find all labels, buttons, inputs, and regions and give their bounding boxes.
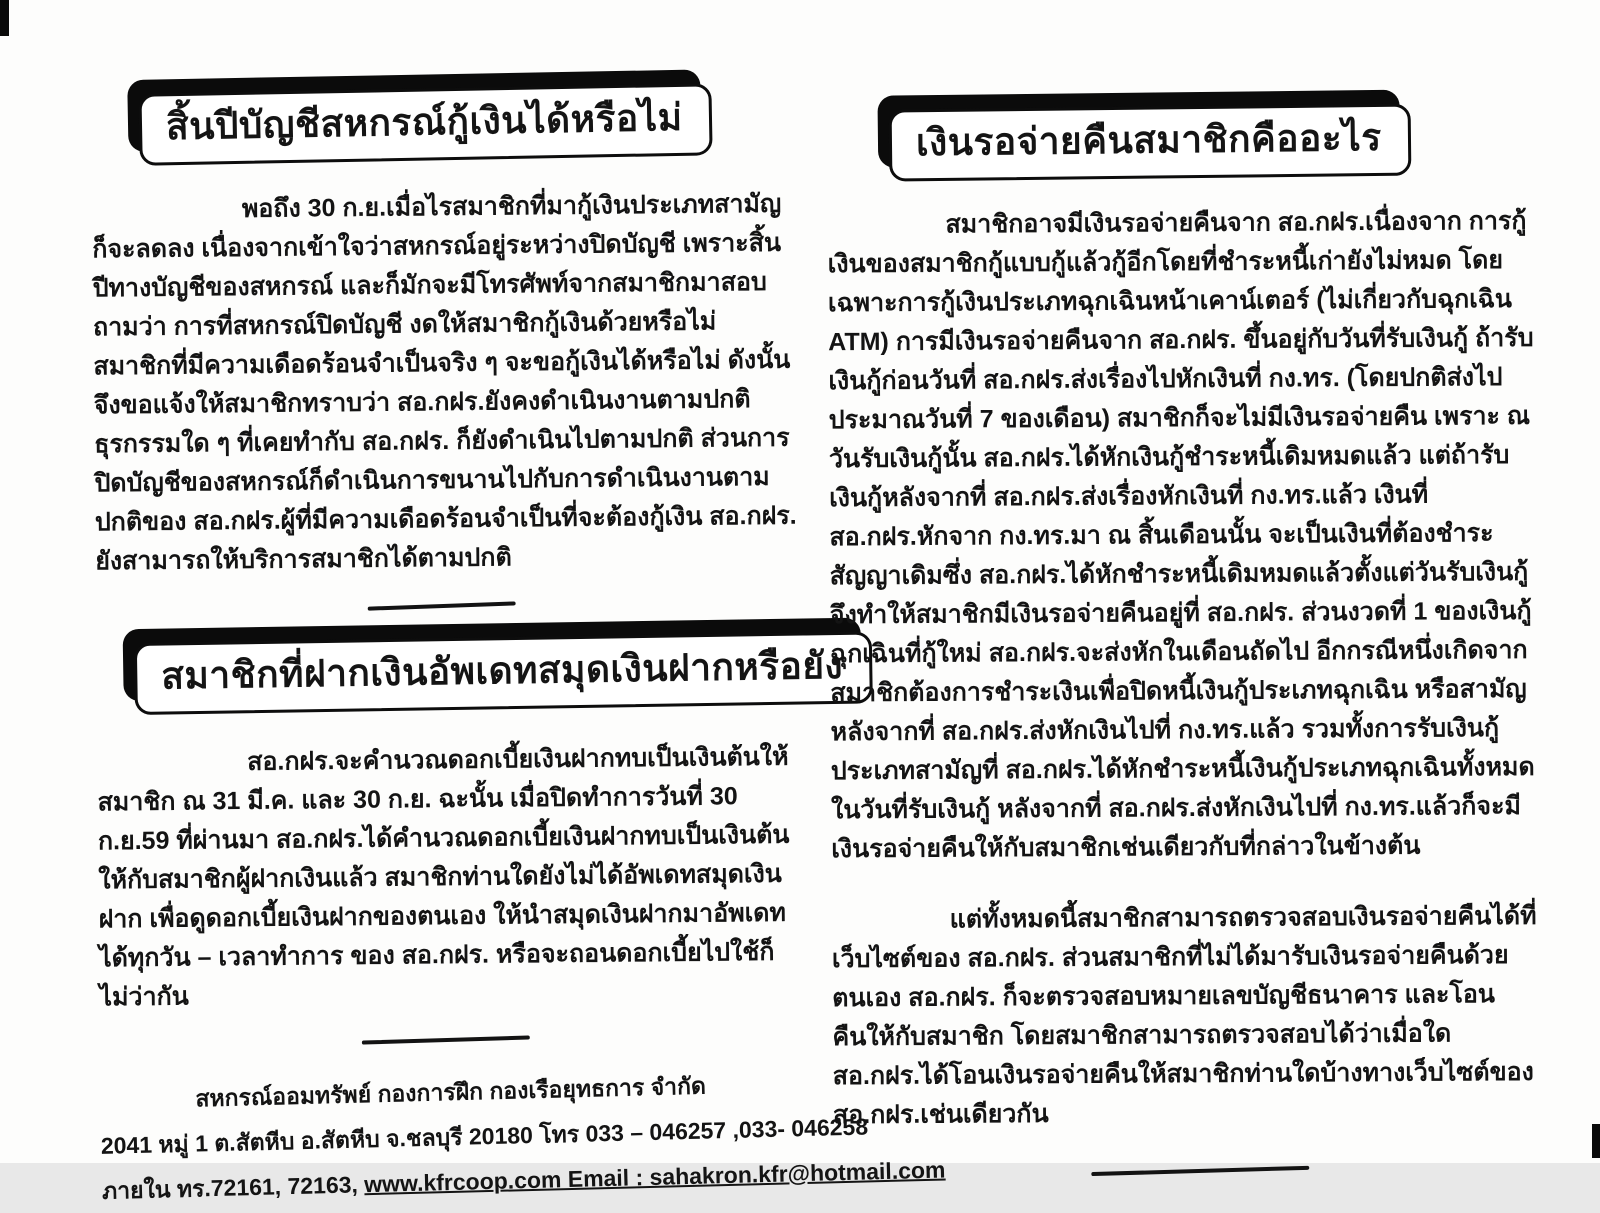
section-divider [368, 602, 516, 611]
paragraph-pending-refund-explained: สมาชิกอาจมีเงินรอจ่ายคืนจาก สอ.กฝร.เนื่องจาก การกู้เงินของสมาชิกกู้แบบกู้แล้วกู้อีกโดยที่ชำระหนี้เก่ายังไม่หมด โดยเฉพาะการกู้เงินประเภทฉุกเฉินหน้าเคาน์เตอร์ (ไม่เกี่ยวกับฉุกเฉิน ATM) การมีเงินรอจ่ายคืนจาก สอ.กฝร. ขึ้นอยู่กับวันที่รับเงินกู้ ถ้ารับเงินกู้ก่อนวันที่ สอ.กฝร.ส่งเรื่องไปหักเงินที่ กง.ทร. (โดยปกติส่งไปประมาณวันที่ 7 ของเดือน) สมาชิกก็จะไม่มีเงินรอจ่ายคืน เพราะ ณ วันรับเงินกู้นั้น สอ.กฝร.ได้หักเงินกู้ชำระหนี้เดิมหมดแล้ว แต่ถ้ารับเงินกู้หลังจากที่ สอ.กฝร.ส่งเรื่องหักเงินที่ กง.ทร.แล้ว เงินที่ สอ.กฝร.หักจาก กง.ทร.มา ณ สิ้นเดือนนั้น จะเป็นเงินที่ต้องชำระสัญญาเดิมซึ่ง สอ.กฝร.ได้หักชำระหนี้เดิมหมดแล้วตั้งแต่วันรับเงินกู้ จึงทำให้สมาชิกมีเงินรอจ่ายคืนอยู่ที่ สอ.กฝร. ส่วนงวดที่ 1 ของเงินกู้ฉุกเฉินที่กู้ใหม่ สอ.กฝร.จะส่งหักในเดือนถัดไป อีกกรณีหนึ่งเกิดจากสมาชิกต้องการชำระเงินเพื่อปิดหนี้เงินกู้ประเภทฉุกเฉิน หรือสามัญหลังจากที่ สอ.กฝร.ส่งหักเงินไปที่ กง.ทร.แล้ว รวมทั้งการรับเงินกู้ประเภทสามัญที่ สอ.กฝร.ได้หักชำระหนี้เงินกู้ประเภทฉุกเฉินทั้งหมดในวันที่รับเงินกู้ หลังจากที่ สอ.กฝร.ส่งหักเงินไปที่ กง.ทร.แล้วก็จะมีเงินรอจ่ายคืนให้กับสมาชิกเช่นเดียวกับที่กล่าวในข้างต้น [827, 207, 1535, 864]
headline-pending-refund: เงินรอจ่ายคืนสมาชิกคืออะไร [889, 104, 1411, 182]
section-divider [362, 1035, 530, 1044]
paragraph-year-end-loans: พอถึง 30 ก.ย.เมื่อไรสมาชิกที่มากู้เงินประเภทสามัญก็จะลดลง เนื่องจากเข้าใจว่าสหกรณ์อยู่ระหว่างปิดบัญชี เพราะสิ้นปีทางบัญชีของสหกรณ์ และก็มักจะมีโทรศัพท์จากสมาชิกมาสอบถามว่า การที่สหกรณ์ปิดบัญชี งดให้สมาชิกกู้เงินด้วยหรือไม่ สมาชิกที่มีความเดือดร้อนจำเป็นจริง ๆ จะขอกู้เงินได้หรือไม่ ดังนั้นจึงขอแจ้งให้สมาชิกทราบว่า สอ.กฝร.ยังคงดำเนินงานตามปกติ ธุรกรรมใด ๆ ที่เคยทำกับ สอ.กฝร. ก็ยังดำเนินไปตามปกติ ส่วนการปิดบัญชีของสหกรณ์ก็ดำเนินการขนานไปกับการดำเนินงานตามปกติของ สอ.กฝร.ผู้ที่มีความเดือดร้อนจำเป็นที่จะต้องกู้เงิน สอ.กฝร. ยังสามารถให้บริการสมาชิกได้ตามปกติ [92, 190, 797, 576]
scan-edge-mark-top-left [0, 0, 9, 36]
paragraph-passbook-update: สอ.กฝร.จะคำนวณดอกเบี้ยเงินฝากทบเป็นเงินต้นให้สมาชิก ณ 31 มี.ค. และ 30 ก.ย. ฉะนั้น เมื่อปิดทำการวันที่ 30 ก.ย.59 ที่ผ่านมา สอ.กฝร.ได้คำนวณดอกเบี้ยเงินฝากทบเป็นเงินต้นให้กับสมาชิกผู้ฝากเงินแล้ว สมาชิกท่านใดยังไม่ได้อัพเดทสมุดเงินฝาก เพื่อดูดอกเบี้ยเงินฝากของตนเอง ให้นำสมุดเงินฝากมาอัพเดทได้ทุกวัน – เวลาทำการ ของ สอ.กฝร. หรือจะถอนดอกเบี้ยไปใช้ก็ไม่ว่ากัน [97, 742, 790, 1011]
headline-passbook-update: สมาชิกที่ฝากเงินอัพเดทสมุดเงินฝากหรือยัง [134, 632, 873, 716]
left-column [91, 71, 946, 1208]
headline-box-passbook-update [134, 633, 844, 716]
scan-edge-mark-bottom-right [1592, 1124, 1600, 1158]
headline-box-pending-refund [889, 102, 1546, 182]
headline-year-end-loans: สิ้นปีบัญชีสหกรณ์กู้เงินได้หรือไม่ [138, 83, 712, 166]
section-divider [1091, 1166, 1309, 1176]
coop-contact-footer [99, 1061, 946, 1213]
coop-address-phone: 2041 หมู่ 1 ต.สัตหีบ อ.สัตหีบ จ.ชลบุรี 20180 โทร 033 – 046257 ,033- 046258 [100, 1112, 869, 1159]
paragraph-refund-check-website: แต่ทั้งหมดนี้สมาชิกสามารถตรวจสอบเงินรอจ่ายคืนได้ที่เว็บไซต์ของ สอ.กฝร. ส่วนสมาชิกที่ไม่ได้มารับเงินรอจ่ายคืนด้วยตนเอง สอ.กฝร. ก็จะตรวจสอบหมายเลขบัญชีธนาคาร และโอนคืนให้กับสมาชิก โดยสมาชิกสามารถตรวจสอบได้ว่าเมื่อใด สอ.กฝร.ได้โอนเงินรอจ่ายคืนให้สมาชิกท่านใดบ้างทางเว็บไซต์ของ สอ.กฝร.เช่นเดียวกัน [831, 902, 1537, 1130]
website-and-email: www.kfrcoop.com Email : sahakron.kfr@hotmail.com [363, 1155, 946, 1197]
headline-box-year-end-loans [138, 82, 793, 166]
right-column [827, 90, 1552, 1176]
coop-name: สหกรณ์ออมทรัพย์ กองการฝึก กองเรือยุทธการ จำกัด [195, 1072, 707, 1111]
internal-phone: ภายใน ทร.72161, 72163, [101, 1170, 365, 1204]
